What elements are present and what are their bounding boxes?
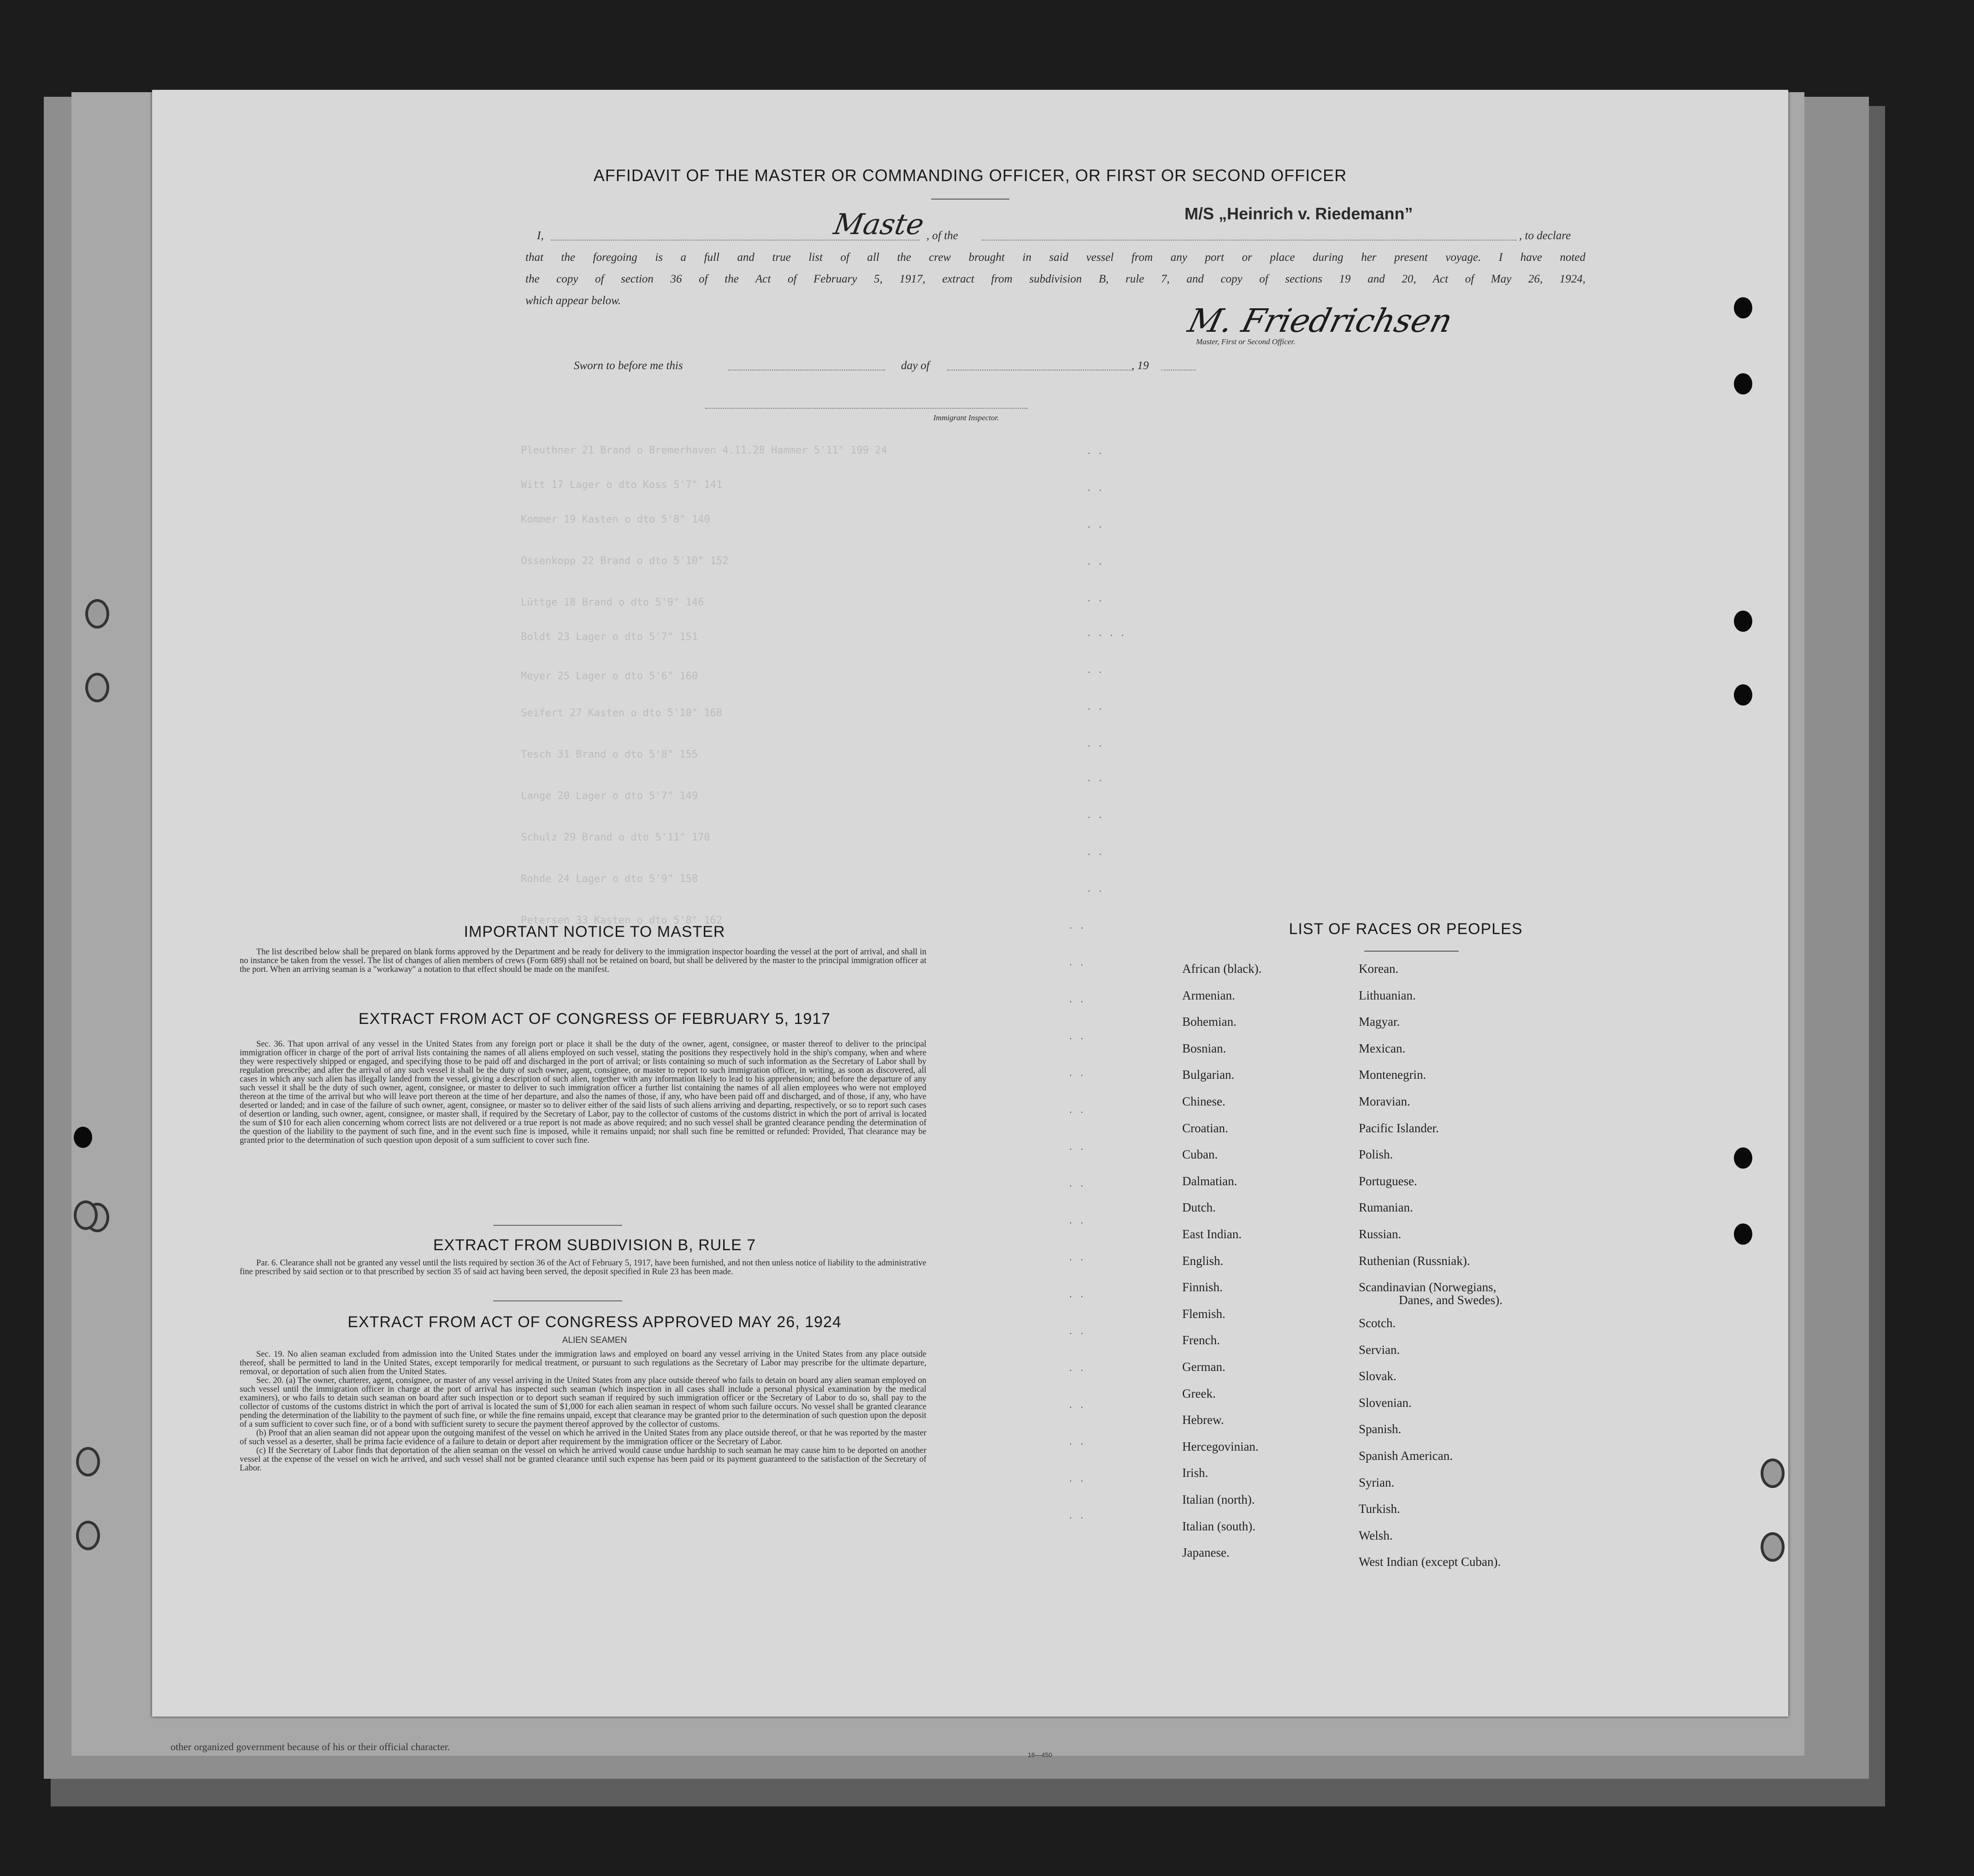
race-item: Servian. — [1359, 1342, 1400, 1357]
race-item: Dutch. — [1182, 1200, 1216, 1215]
notice-title: IMPORTANT NOTICE TO MASTER — [464, 923, 725, 941]
form-number: 16—450 — [1028, 1751, 1052, 1758]
officer-signature: M. Friedrichsen — [1184, 302, 1456, 340]
punch-hole — [1761, 1458, 1785, 1488]
race-item: Italian (south). — [1182, 1519, 1255, 1533]
bottom-sheet-text: other organized government because of his or their official character. — [171, 1741, 450, 1753]
race-item: Slovak. — [1359, 1369, 1397, 1383]
binder-ring-hole — [76, 1521, 100, 1550]
subdivision-title: EXTRACT FROM SUBDIVISION B, RULE 7 — [433, 1236, 756, 1254]
races-title-rule — [1364, 951, 1459, 952]
extract-1924-subtitle: ALIEN SEAMEN — [562, 1335, 627, 1345]
race-item: Flemish. — [1182, 1306, 1226, 1321]
race-item: Hebrew. — [1182, 1413, 1224, 1427]
sworn-day: day of — [901, 359, 930, 372]
race-item: Scandinavian (Norwegians, — [1359, 1280, 1497, 1294]
punch-hole — [1761, 1532, 1785, 1562]
races-title: LIST OF RACES OR PEOPLES — [1289, 920, 1523, 938]
race-item: East Indian. — [1182, 1227, 1242, 1241]
document-page: Pleuthner 21 Brand o Bremerhaven 4.11.28 Hammer 5'11" 199 24 Witt 17 Lager o dto Koss 5'7" 141 Kommer 19 Kasten o dto 5'8" 140 Ossenkopp 22 Brand o dto 5'10" 152 Lüttge 18 Brand o dto 5'9" 146 Boldt 23 Lager o dto 5'7" 151 Meyer 25 Lager o dto 5'6" 160 Seifert 27 Kasten o dto 5'10" 168 Tesch 31 Brand o dto 5'8" 155 Lange 20 Lager o dto 5'7" 149 Schulz 29 Brand o dto 5'11" 170 Rohde 24 Lager o dto 5'9" 158 Petersen 33 Kasten o dto 5'8" 162 AFFIDAVIT OF THE MASTER OR COMMANDING OFFICER, OR FIRST OR SECOND OFFICER I, Maste , of the M/S „Heinrich v. Riedemann” , to declare that the foregoing is a full and true list of all the crew brought in said vessel from any port or place during her present voyage. I have noted the copy of section 36 of the Act of February 5, 1917, extract from subdivision B, rule 7, and copy of sections 19 and 20, Act of May 26, 1924, which appear below. M. Friedrichsen Master, First or Second Officer. Sworn to before me this day of , 19 Immigrant Inspector. . . . . . . . . . . . . . . . . . . . . . . . . . . . . . . . . . . . . . . . . . . . . . . . . . . . . . . . . . . . . . . IMPORTANT NOTICE TO MASTER The list described below shall be prepared on blank forms approved by the Department and be ready for delivery to the immigration inspector boarding the vessel at the port of arrival, and shall in no instance be taken from the vessel. The list of changes of alien members of crews (Form 689) shall not be retained on board, but shall be delivered by the master to the principal immigration officer at the port. When an arriving seaman is a "workaway" a notation to that effect should be made on the manifest. EXTRACT FROM ACT OF CONGRESS OF FEBRUARY 5, 1917 Sec. 36. That upon arrival of any vessel in the United States from any foreign port or place it shall be the duty of the owner, agent, consignee, or master thereof to deliver to the principal immigration officer in charge of the port of arrival lists containing the names of all aliens employed on such vessel, stating the positions they respectively hold in the ship's company, when and where they were respectively shipped or engaged, and specifying those to be paid off and discharged in the port of arrival; or lists containing so much of such information as the Secretary of Labor shall by regulation prescribe; and after the arrival of any such vessel it shall be the duty of such owner, agent, consignee, or master to report to such immigration officer, in writing, as soon as discovered, all cases in which any such alien has illegally landed from the vessel, giving a description of such alien, together with any information likely to lead to his apprehension; and before the departure of any such vessel it shall be the duty of such owner, agent, consignee, or master to deliver to such immigration officer a further list containing the names of all alien employees who were not employed thereon at the time of the arrival but who will leave port thereon at the time of her departure, and also the names of those, if any, who have been paid off and discharged, and of those, if any, who have deserted or landed; and in case of the failure of such owner, agent, consignee, or master so to deliver either of the said lists of such aliens arriving and departing, respectively, or so to report such cases of desertion or landing, such owner, agent, consignee, or master shall, if required by the Secretary of Labor, pay to the collector of customs of the customs district in which the port of arrival is located the sum of $10 for each alien concerning whom correct lists are not delivered or a true report is not made as above required; and no such vessel shall be granted clearance pending the determination of the question of the liability to the payment of such fine, and in the event such fine is imposed, while it remains unpaid; nor shall such fine be remitted or refunded: Provided, That clearance may be granted prior to the determination of such question upon deposit of a sum sufficient to cover such fine. EXTRACT FROM SUBDIVISION B, RULE 7 Par. 6. Clearance shall not be granted any vessel until the lists required by section 36 of the Act of February 5, 1917, have been furnished, and not then unless notice of liability to the administrative fine prescribed by said section or to that prescribed by section 35 of said act having been served, the deposit specified in Rule 23 has been made. EXTRACT FROM ACT OF CONGRESS APPROVED MAY 26, 1924 ALIEN SEAMEN Sec. 19. No alien seaman excluded from admission into the United States under the immigration laws and employed on board any vessel arriving in the United States from any place outside thereof, shall be permitted to land in the United States, except temporarily for medical treatment, or pursuant to such regulations as the Secretary of Labor may prescribe for the ultimate departure, removal, or deportation of such alien from the United States. Sec. 20. (a) The owner, charterer, agent, consignee, or master of any vessel arriving in the United States from any place outside thereof who fails to detain on board any alien seaman employed on such vessel until the immigration officer in charge at the port of arrival has inspected such seaman (which inspection in all cases shall include a personal physical examination by the medical examiners), or who fails to detain such seaman on board after such inspection or to deport such seaman if required by such immigration officer or the Secretary of Labor to do so, shall pay to the collector of customs of the customs district in which the port of arrival is located the sum of $1,000 for each alien seaman in respect of whom such failure occurs. No vessel shall be granted clearance pending the determination of the liability to the payment of such fine, or while the fine remains unpaid, except that clearance may be granted prior to the determination of such question upon the deposit of a sum sufficient to cover such fine, or of a bond with sufficient surety to secure the payment thereof approved by the collector of customs. (b) Proof that an alien seaman did not appear upon the outgoing manifest of the vessel on which he arrived in the United States from any place outside thereof, or that he was reported by the master of such vessel as a deserter, shall be prima facie evidence of a failure to detain or deport after requirement by the immigration officer or the Secretary of Labor. (c) If the Secretary of Labor finds that deportation of the alien seaman on the vessel on which he arrived would cause undue hardship to such seaman he may cause him to be deported on another vessel at the expense of the vessel on wich he arrived, and such vessel shall not be granted clearance until such expense has been paid or its payment guaranteed to the satisfaction of the Secretary of Labor. LIST OF RACES OR PEOPLES African (black). Armenian. Bohemian. Bosnian. Bulgarian. Chinese. Croatian. Cuban. Dalmatian. Dutch. East Indian. English. Finnish. Flemish. French. German. Greek. Hebrew. Hercegovinian. Irish. Italian (north). Italian (south). Japanese. Korean. Lithuanian. Magyar. Mexican. Montenegrin. Moravian. Pacific Islander. Polish. Portuguese. Rumanian. Russian. Ruthenian (Russniak). Scandinavian (Norwegians, Danes, and Swedes). Scotch. Servian. Slovak. Slovenian. Spanish. Spanish American. Syrian. Turkish. Welsh. West Indian (except Cuban). — [152, 90, 1788, 1717]
race-item: Bohemian. — [1182, 1015, 1237, 1029]
affidavit-line1-suffix: , to declare — [1519, 229, 1571, 242]
race-item: Turkish. — [1359, 1502, 1400, 1516]
race-item: Polish. — [1359, 1147, 1393, 1162]
inspector-signature-field[interactable] — [705, 408, 1028, 409]
affidavit-title: AFFIDAVIT OF THE MASTER OR COMMANDING OFFICER, OR FIRST OR SECOND OFFICER — [593, 166, 1347, 185]
race-item: German. — [1182, 1360, 1226, 1374]
race-item: Dalmatian. — [1182, 1174, 1237, 1188]
sworn-year: , 19 — [1131, 359, 1149, 372]
punch-hole — [1734, 684, 1752, 706]
race-item: English. — [1182, 1253, 1224, 1268]
section-20c: (c) If the Secretary of Labor finds that deportation of the alien seaman on the vessel on which he arrived would cause undue hardship to such seaman he may cause him to be deported on another vessel at the expense of the vessel on wich he arrived, and such vessel shall not be granted clearance until such expense has been paid or its payment guaranteed to the satisfaction of the Secretary of Labor. — [240, 1446, 926, 1473]
race-item: Finnish. — [1182, 1280, 1223, 1294]
extract-1924-title: EXTRACT FROM ACT OF CONGRESS APPROVED MAY 26, 1924 — [348, 1313, 842, 1331]
race-item: Cuban. — [1182, 1147, 1218, 1162]
race-item: French. — [1182, 1333, 1220, 1347]
punch-hole — [1734, 611, 1752, 632]
race-item: Rumanian. — [1359, 1200, 1413, 1215]
race-item: West Indian (except Cuban). — [1359, 1555, 1501, 1569]
section-rule — [493, 1300, 622, 1301]
race-item: Bosnian. — [1182, 1041, 1226, 1055]
race-item: Spanish American. — [1359, 1448, 1453, 1463]
race-item: Italian (north). — [1182, 1493, 1255, 1506]
section-20b: (b) Proof that an alien seaman did not appear upon the outgoing manifest of the vessel on which he arrived in the United States from any place outside thereof, or that he was reported by the master of such vessel as a deserter, shall be prima facie evidence of a failure to detain or deport after requirement by the immigration officer or the Secretary of Labor. — [240, 1429, 926, 1447]
race-item: Danes, and Swedes). — [1399, 1293, 1503, 1307]
race-item: Greek. — [1182, 1386, 1216, 1400]
race-item: Russian. — [1359, 1227, 1402, 1241]
race-item: Spanish. — [1359, 1422, 1402, 1436]
race-item: Pacific Islander. — [1359, 1121, 1439, 1135]
race-item: African (black). — [1182, 962, 1262, 976]
race-item: Ruthenian (Russniak). — [1359, 1253, 1470, 1268]
race-item: Japanese. — [1182, 1546, 1230, 1560]
notice-body: The list described below shall be prepared on blank forms approved by the Department and be ready for delivery to the immigration inspector boarding the vessel at the port of arrival, and shall in no instance be taken from the vessel. The list of changes of alien members of crews (Form 689) shall not be retained on board, but shall be delivered by the master to the principal immigration officer at the port. When an arriving seaman is a "workaway" a notation to that effect should be made on the manifest. — [240, 947, 926, 974]
punch-hole — [74, 1127, 92, 1148]
binder-ring-hole — [85, 599, 109, 629]
race-item: Moravian. — [1359, 1094, 1410, 1108]
punch-hole — [1734, 1223, 1752, 1245]
punch-hole — [1734, 297, 1752, 318]
race-item: Korean. — [1359, 962, 1399, 976]
race-item: Bulgarian. — [1182, 1068, 1235, 1082]
signature-caption: Master, First or Second Officer. — [1196, 337, 1296, 346]
subdivision-body: Par. 6. Clearance shall not be granted any vessel until the lists required by section 36 of the Act of February 5, 1917, have been furnished, and not then unless notice of liability to the administrative fine prescribed by said section or to that prescribed by section 35 of said act having been served, the deposit specified in Rule 23 has been made. — [240, 1259, 926, 1276]
race-item: Hercegovinian. — [1182, 1439, 1259, 1453]
sworn-prefix: Sworn to before me this — [574, 359, 683, 372]
section-19: Sec. 19. No alien seaman excluded from admission into the United States under the immigration laws and employed on board any vessel arriving in the United States from any place outside thereof, shall be permitted to land in the United States, except temporarily for medical treatment, or pursuant to such regulations as the Secretary of Labor may prescribe for the ultimate departure, removal, or deportation of such alien from the United States. — [240, 1350, 926, 1376]
title-rule — [931, 199, 1009, 200]
extract-1917-body: Sec. 36. That upon arrival of any vessel in the United States from any foreign port or place it shall be the duty of the owner, agent, consignee, or master thereof to deliver to the principal immigration officer in charge of the port of arrival lists containing the names of all aliens employed on such vessel, stating the positions they respectively hold in the ship's company, when and where they were respectively shipped or engaged, and specifying those to be paid off and discharged in the port of arrival; or lists containing so much of such information as the Secretary of Labor shall by regulation prescribe; and after the arrival of any such vessel it shall be the duty of such owner, agent, consignee, or master to report to such immigration officer, in writing, as soon as discovered, all cases in which any such alien has illegally landed from the vessel, giving a description of such alien, together with any information likely to lead to his apprehension; and before the departure of any such vessel it shall be the duty of such owner, agent, consignee, or master to deliver to such immigration officer a further list containing the names of all alien employees who were not employed thereon at the time of the arrival but who will leave port thereon at the time of her departure, and also the names of those, if any, who have been paid off and discharged, and of those, if any, who have deserted or landed; and in case of the failure of such owner, agent, consignee, or master so to deliver either of the said lists of such aliens arriving and departing, respectively, or so to report such cases of desertion or landing, such owner, agent, consignee, or master shall, if required by the Secretary of Labor, pay to the collector of customs of the customs district in which the port of arrival is located the sum of $10 for each alien concerning whom correct lists are not delivered or a true report is not made as above required; and no such vessel shall be granted clearance pending the determination of the question of the liability to the payment of such fine, and in the event such fine is imposed, while it remains unpaid; nor shall such fine be remitted or refunded: Provided, That clearance may be granted prior to the determination of such question upon deposit of a sum sufficient to cover such fine. — [240, 1040, 926, 1145]
race-item: Croatian. — [1182, 1121, 1228, 1135]
race-item: Syrian. — [1359, 1475, 1395, 1489]
master-handwriting: Maste — [831, 207, 927, 241]
inspector-caption: Immigrant Inspector. — [933, 413, 999, 422]
race-item: Welsh. — [1359, 1528, 1393, 1542]
race-item: Magyar. — [1359, 1015, 1400, 1029]
race-item: Lithuanian. — [1359, 988, 1416, 1002]
affidavit-line3: the copy of section 36 of the Act of February 5, 1917, extract from subdivision B, rule 7, and copy of sections 19 and 20, Act of May 26, 1924, — [525, 273, 1585, 285]
affidavit-line2: that the foregoing is a full and true list of all the crew brought in said vessel from any port or place during her present voyage. I have noted — [525, 251, 1585, 264]
race-item: Portuguese. — [1359, 1174, 1417, 1188]
race-item: Slovenian. — [1359, 1395, 1412, 1410]
section-20a: Sec. 20. (a) The owner, charterer, agent, consignee, or master of any vessel arriving in the United States from any place outside thereof who fails to detain on board any alien seaman employed on such vessel until the immigration officer in charge at the port of arrival has inspected such seaman (which inspection in all cases shall include a personal physical examination by the medical examiners), or who fails to detain such seaman on board after such inspection or to deport such seaman if required by such immigration officer or the Secretary of Labor to do so, shall pay to the collector of customs of the customs district in which the port of arrival is located the sum of $1,000 for each alien seaman in respect of whom such failure occurs. No vessel shall be granted clearance pending the determination of the liability to the payment of such fine, or while the fine remains unpaid, except that clearance may be granted prior to the determination of such question upon the deposit of a sum sufficient to cover such fine, or of a bond with sufficient surety to secure the payment thereof approved by the collector of customs. — [240, 1376, 926, 1429]
binder-ring-hole — [85, 673, 109, 702]
affidavit-line4: which appear below. — [525, 294, 621, 307]
punch-hole — [1734, 373, 1752, 394]
punch-hole — [1734, 1147, 1752, 1169]
race-item: Montenegrin. — [1359, 1068, 1426, 1082]
section-rule — [493, 1225, 622, 1226]
race-item: Armenian. — [1182, 988, 1235, 1002]
race-item: Mexican. — [1359, 1041, 1406, 1055]
race-item: Irish. — [1182, 1466, 1208, 1480]
extract-1924-body — [240, 1350, 926, 1473]
race-item: Scotch. — [1359, 1316, 1396, 1330]
affidavit-line1-mid: , of the — [926, 229, 958, 242]
extract-1917-title: EXTRACT FROM ACT OF CONGRESS OF FEBRUARY 5, 1917 — [358, 1010, 831, 1028]
affidavit-line1-prefix: I, — [537, 229, 544, 242]
vessel-name-field[interactable] — [982, 240, 1516, 241]
binder-ring-hole — [76, 1447, 100, 1476]
race-item: Chinese. — [1182, 1094, 1226, 1108]
punch-hole — [74, 1200, 98, 1230]
vessel-name-stamp: M/S „Heinrich v. Riedemann” — [1184, 204, 1413, 223]
